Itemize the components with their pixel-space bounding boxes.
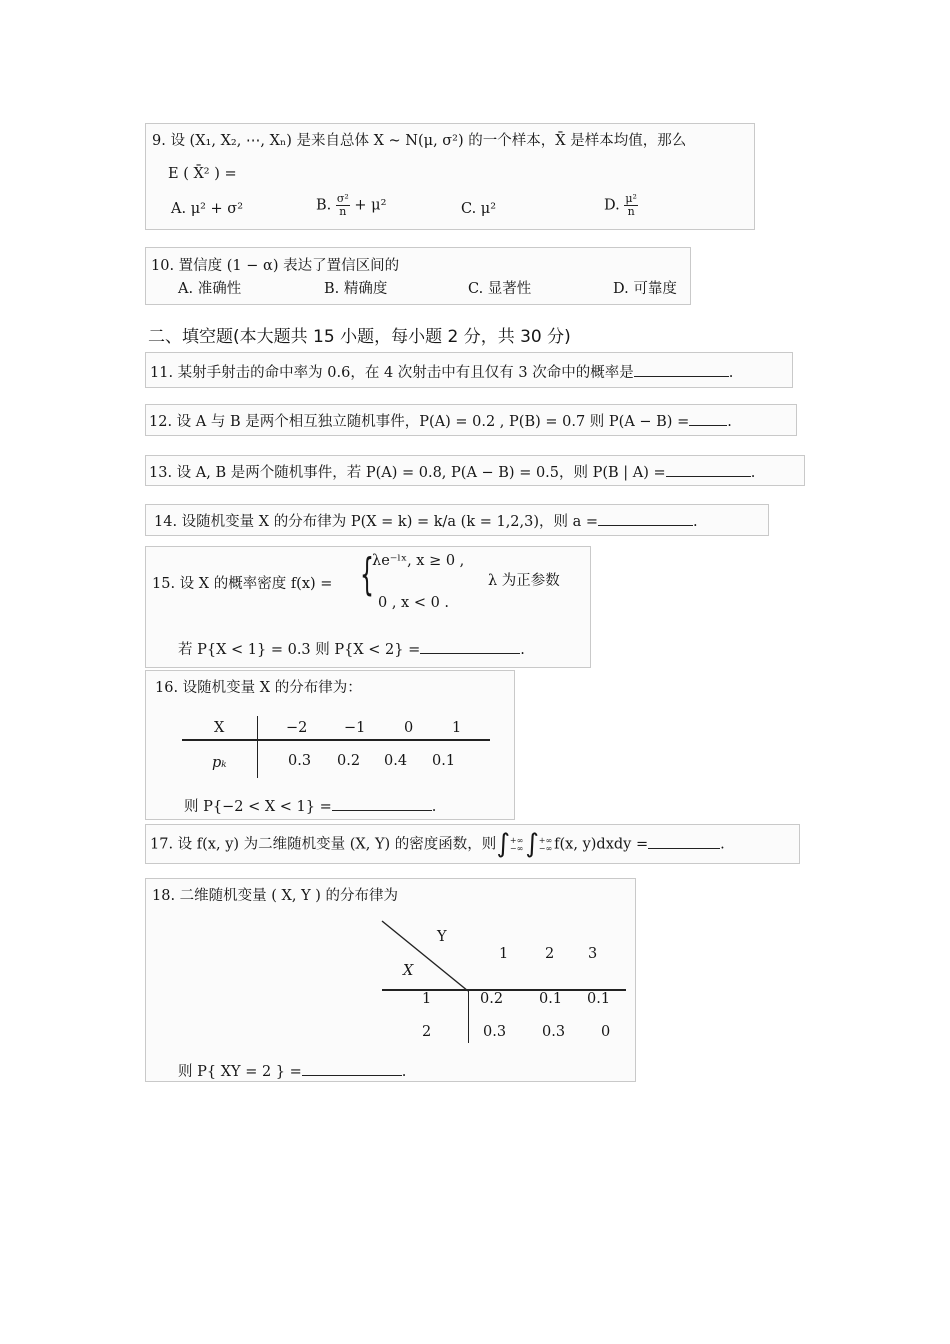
q16-x-value: 0 xyxy=(404,720,414,736)
q16-p-value: 0.2 xyxy=(337,753,361,769)
q16-p-header: pₖ xyxy=(212,755,227,771)
q17-answer-blank[interactable] xyxy=(648,835,720,849)
q18-x-value: 1 xyxy=(422,991,432,1007)
q9-option-b[interactable]: B. $\frac{\text{σ²}}{n}$ + μ² xyxy=(316,192,387,219)
question-9 xyxy=(145,123,755,230)
q16-p-value: 0.4 xyxy=(384,753,408,769)
question-14 xyxy=(145,504,769,536)
question-15 xyxy=(145,546,591,668)
q10-option-d[interactable]: D. 可靠度 xyxy=(613,281,677,297)
q18-y-label: Y xyxy=(437,929,447,945)
q18-cell: 0 xyxy=(601,1024,611,1040)
q16-p-value: 0.1 xyxy=(432,753,456,769)
q14-answer-blank[interactable] xyxy=(598,512,693,526)
q11-text: 11. 某射手射击的命中率为 0.6，在 4 次射击中有且仅有 3 次命中的概率是 . xyxy=(150,365,734,381)
q16-p-value: 0.3 xyxy=(288,753,312,769)
question-12 xyxy=(145,404,797,436)
q16-x-value: −1 xyxy=(344,720,366,736)
q16-table-hrule xyxy=(182,739,490,741)
q9-option-d-fraction: $\frac{\text{μ²}}{n}$ xyxy=(625,192,637,219)
q18-y-value: 2 xyxy=(545,946,555,962)
q16-x-header: X xyxy=(214,720,225,736)
q15-case-2: 0 , x < 0 . xyxy=(378,595,450,611)
q9-option-c[interactable]: C. μ² xyxy=(461,201,497,217)
q10-option-c[interactable]: C. 显著性 xyxy=(468,281,532,297)
q18-stem: 18. 二维随机变量 ( X, Y ) 的分布律为 xyxy=(152,888,399,904)
question-17 xyxy=(145,824,800,864)
question-18 xyxy=(145,878,636,1082)
q18-x-label: X xyxy=(403,963,414,979)
q12-answer-blank[interactable] xyxy=(689,412,727,426)
q18-cell: 0.1 xyxy=(587,991,611,1007)
question-16 xyxy=(145,670,515,820)
q10-option-a[interactable]: A. 准确性 xyxy=(178,281,242,297)
q10-option-b[interactable]: B. 精确度 xyxy=(324,281,388,297)
q18-cell: 0.3 xyxy=(542,1024,566,1040)
q11-answer-blank[interactable] xyxy=(634,363,729,377)
q18-cell: 0.1 xyxy=(539,991,563,1007)
question-10 xyxy=(145,247,691,305)
q15-lead: 15. 设 X 的概率密度 f(x) = xyxy=(152,576,333,592)
q9-option-d[interactable]: D. $\frac{\text{μ²}}{n}$ xyxy=(604,192,637,219)
q18-table-vrule xyxy=(468,989,469,1043)
q15-note: λ 为正参数 xyxy=(488,573,560,589)
q9-option-a[interactable]: A. μ² + σ² xyxy=(171,201,244,217)
q15-brace: { xyxy=(360,549,374,600)
q15-answer-blank[interactable] xyxy=(420,640,520,654)
q16-x-value: 1 xyxy=(452,720,462,736)
q15-ask: 若 P{X < 1} = 0.3 则 P{X < 2} = . xyxy=(178,642,525,658)
q14-text: 14. 设随机变量 X 的分布律为 P(X = k) = k/a (k = 1,2,3)，则 a = . xyxy=(154,514,698,530)
q18-table-diagonal xyxy=(380,919,470,993)
q15-case-1: λe⁻ˡˣ, x ≥ 0 , xyxy=(372,553,465,569)
q9-expression: E ( X̄² ) = xyxy=(168,166,237,182)
q16-x-value: −2 xyxy=(286,720,308,736)
q18-cell: 0.3 xyxy=(483,1024,507,1040)
q18-ask: 则 P{ XY = 2 } = . xyxy=(178,1064,407,1080)
q18-x-value: 2 xyxy=(422,1024,432,1040)
q12-text: 12. 设 A 与 B 是两个相互独立随机事件，P(A) = 0.2 , P(B) = 0.7 则 P(A − B) = . xyxy=(149,414,732,430)
q16-ask: 则 P{−2 < X < 1} = . xyxy=(184,799,437,815)
q18-y-value: 3 xyxy=(588,946,598,962)
q17-text: 17. 设 f(x, y) 为二维随机变量 (X, Y) 的密度函数，则∫ +∞ −∞ ∫ +∞ −∞ f(x, y)dxdy = . xyxy=(150,829,725,859)
q13-text: 13. 设 A, B 是两个随机事件，若 P(A) = 0.8, P(A − B) = 0.5，则 P(B | A) = . xyxy=(149,465,756,481)
question-11 xyxy=(145,352,793,388)
q16-stem: 16. 设随机变量 X 的分布律为： xyxy=(155,680,362,696)
q9-stem: 9. 设 (X₁, X₂, ⋯, Xₙ) 是来自总体 X ~ N(μ, σ²) 的一个样本，X̄ 是样本均值，那么 xyxy=(152,133,687,149)
q16-answer-blank[interactable] xyxy=(332,797,432,811)
question-13 xyxy=(145,455,805,486)
q10-stem: 10. 置信度 (1 − α) 表达了置信区间的 xyxy=(151,258,400,274)
q9-option-b-fraction: $\frac{\text{σ²}}{n}$ xyxy=(336,192,349,219)
integral-icon: ∫ xyxy=(525,829,539,859)
q18-cell: 0.2 xyxy=(480,991,504,1007)
q18-answer-blank[interactable] xyxy=(302,1062,402,1076)
q18-y-value: 1 xyxy=(499,946,509,962)
q16-table-vrule xyxy=(257,716,258,778)
section-2-heading: 二、填空题(本大题共 15 小题，每小题 2 分，共 30 分) xyxy=(148,327,571,347)
q13-answer-blank[interactable] xyxy=(666,463,751,477)
integral-icon: ∫ xyxy=(496,829,510,859)
